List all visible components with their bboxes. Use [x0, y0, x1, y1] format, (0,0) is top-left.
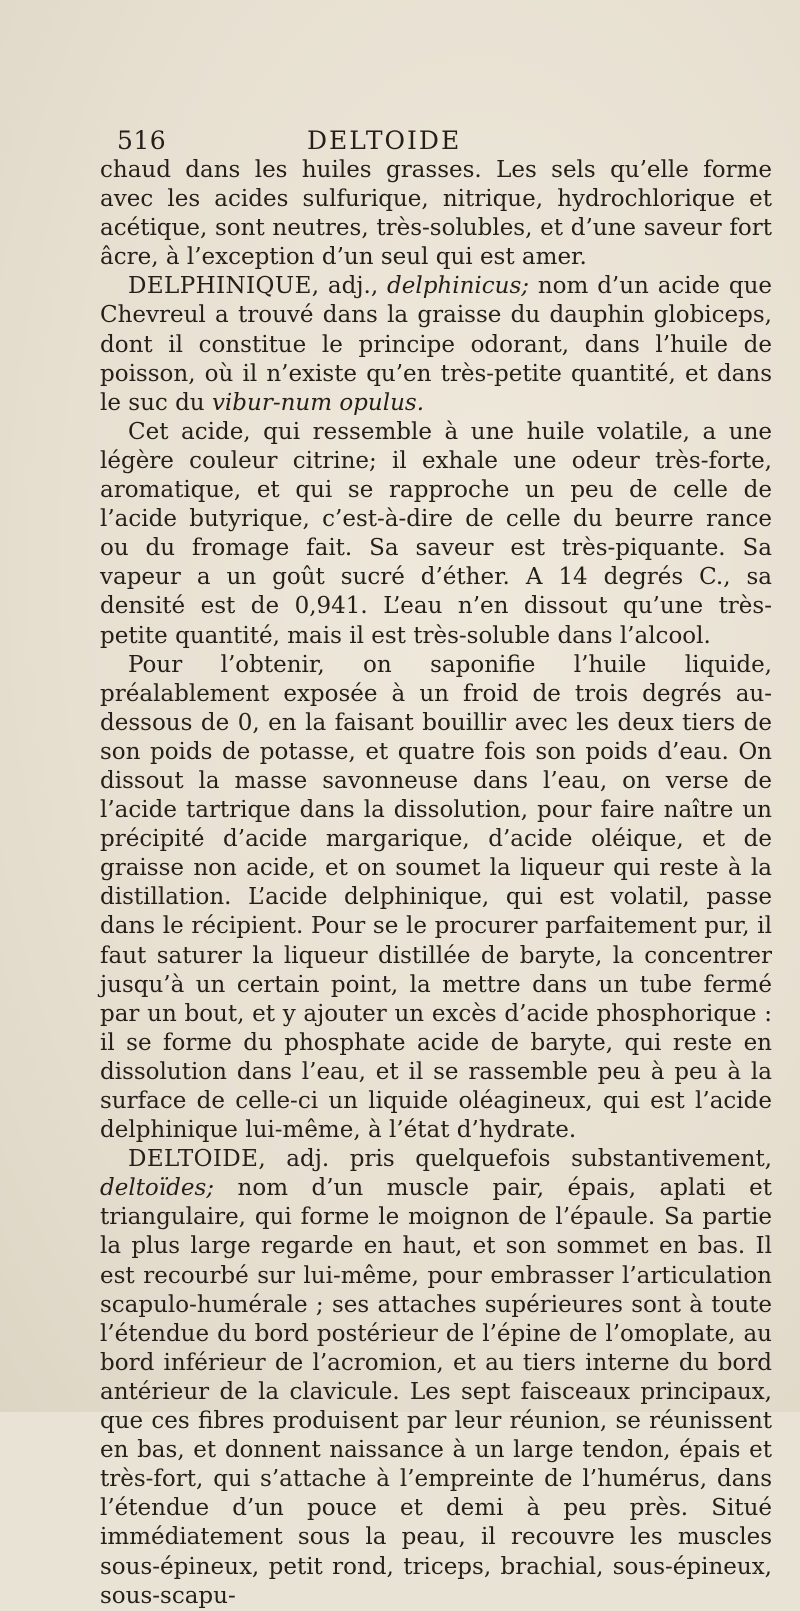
body-text [100, 156, 772, 1611]
latin-term: vibur-num opulus. [211, 389, 425, 416]
entry-term: DELTOIDE [128, 1146, 259, 1173]
paragraph [100, 156, 772, 272]
page-header [117, 126, 687, 160]
text-run: Pour l’obtenir, on saponifie l’huile liquide, préalablement exposée à un froid de trois degrés au-dessous de 0, en la faisant bouillir avec les deux tiers de son poids de potasse, et quatre fois son poids d’eau. On dissout la masse savonneuse dans l’eau, on verse de l’acide tartrique dans la dissolution, pour faire naître un précipité d’acide margarique, d’acide oléique, et de graisse non acide, et on soumet la liqueur qui reste à la distillation. L’acide delphinique, qui est volatil, passe dans le récipient. Pour se le procurer parfaitement pur, il faut saturer la liqueur distillée de baryte, la concentrer jusqu’à un certain point, la mettre dans un tube fermé par un bout, et y ajouter un excès d’acide phosphorique : il se forme du phosphate acide de baryte, qui reste en dissolution dans l’eau, et il se rassemble peu à peu à la surface de celle-ci un liquide oléagineux, qui est l’acide delphinique lui-même, à l’état d’hydrate. [100, 651, 772, 1144]
paragraph [100, 651, 772, 1146]
text-run: , adj. pris quelquefois substantivement, [258, 1146, 772, 1173]
running-title: DELTOIDE [307, 126, 462, 155]
latin-term: deltoïdes; [100, 1175, 215, 1202]
page-number: 516 [117, 126, 167, 155]
entry-delphinique [100, 272, 772, 417]
text-run: nom d’un acide que Chevreul a trouvé dans la graisse du dauphin globiceps, dont il constitue le principe odorant, dans l’huile de poisson, où il n’existe qu’en très-petite quantité, et dans le suc du [100, 273, 773, 416]
text-run: chaud dans les huiles grasses. Les sels qu’elle forme avec les acides sulfurique, nitrique, hydrochlorique et acétique, sont neutres, très-solubles, et d’une saveur fort âcre, à l’exception d’un seul qui est amer. [100, 157, 772, 271]
text-run: nom d’un muscle pair, épais, aplati et triangulaire, qui forme le moignon de l’épaule. Sa partie la plus large regarde en haut, et son sommet en bas. Il est recourbé sur lui-même, pour embrasser l’articulation scapulo-humérale ; ses attaches supérieures sont à toute l’étendue du bord postérieur de l’épine de l’omoplate, au bord inférieur de l’acromion, et au tiers interne du bord antérieur de la clavicule. Les sept faisceaux principaux, que ces fibres produisent par leur réunion, se réunissent en bas, et donnent naissance à un large tendon, épais et très-fort, qui s’attache à l’empreinte de l’humérus, dans l’étendue d’un pouce et demi à peu près. Situé immédiatement sous la peau, il recouvre les muscles sous-épineux, petit rond, triceps, brachial, sous-épineux, sous-scapu- [100, 1175, 772, 1609]
text-run: , adj., [311, 273, 387, 300]
latin-term: delphinicus; [387, 273, 529, 300]
entry-deltoide [100, 1145, 772, 1611]
entry-term: DELPHINIQUE [128, 273, 312, 300]
paragraph [100, 418, 772, 651]
text-run: Cet acide, qui ressemble à une huile volatile, a une légère couleur citrine; il exhale une odeur très-forte, aromatique, et qui se rapproche un peu de celle de l’acide butyrique, c’est-à-dire de celle du beurre rance ou du fromage fait. Sa saveur est très-piquante. Sa vapeur a un goût sucré d’éther. A 14 degrés C., sa densité est de 0,941. L’eau n’en dissout qu’une très-petite quantité, mais il est très-soluble dans l’alcool. [100, 418, 772, 649]
